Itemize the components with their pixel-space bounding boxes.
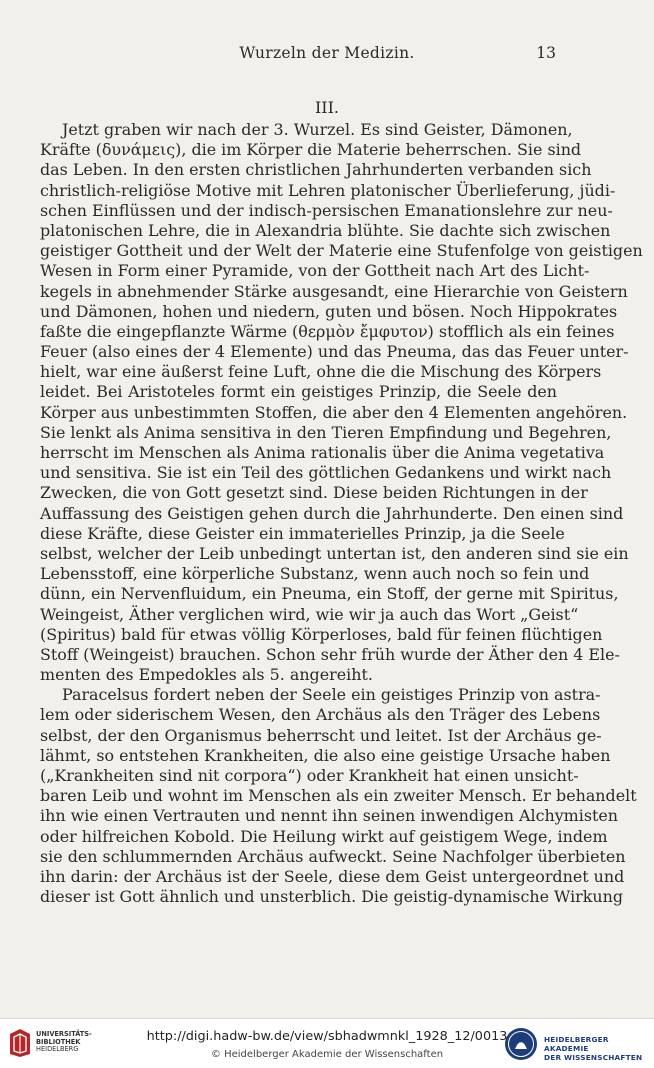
text-line: herrscht im Menschen als Anima rationalis über die Anima vegetativa: [40, 443, 605, 462]
permalink-url[interactable]: http://digi.hadw-bw.de/view/sbhadwmnkl_1928_12/0013: [146, 1029, 508, 1044]
text-line: dieser ist Gott ähnlich und unsterblich. Die geistig-dynamische Wirkung: [40, 887, 624, 907]
text-line: christlich-religiöse Motive mit Lehren platonischer Überlieferung, jüdi-: [40, 180, 616, 200]
page-number: 13: [536, 44, 556, 62]
text-line: hielt, war eine äußerst feine Luft, ohne die die Mischung des Körpers: [40, 362, 602, 382]
text-line: selbst, welcher der Leib unbedingt untertan ist, den anderen sind sie ein: [40, 543, 629, 563]
text-line: und sensitiva. Sie ist ein Teil des göttlichen Gedankens und wirkt nach: [40, 463, 612, 483]
text-line: Körper aus unbestimmten Stoffen, die aber den 4 Elementen angehören.: [40, 402, 628, 422]
text-line: Auffassung des Geistigen gehen durch die Jahrhunderte. Den einen sind: [40, 503, 624, 523]
text-line: und Dämonen, hohen und niedern, guten und bösen. Noch Hippokrates: [40, 301, 618, 321]
text-line: Wesen in Form einer Pyramide, von der Gottheit nach Art des Licht-: [40, 261, 590, 281]
text-line: ihn wie einen Vertrauten und nennt ihn seinen inwendigen Alchymisten: [40, 806, 619, 826]
text-line: selbst, der den Organismus beherrscht und leitet. Ist der Archäus ge-: [40, 725, 602, 745]
section-heading: III.: [314, 98, 340, 117]
text-line: (Spiritus) bald für etwas völlig Körperloses, bald für feinen flüchtigen: [40, 624, 603, 644]
text-line: Kräfte (δυνάμεις), die im Körper die Materie beherrschen. Sie sind: [40, 140, 582, 160]
university-library-label: UNIVERSITÄTS- BIBLIOTHEK HEIDELBERG: [36, 1030, 92, 1054]
text-line: sie den schlummernden Archäus aufweckt. Seine Nachfolger überbieten: [40, 846, 626, 866]
text-line: schen Einflüssen und der indisch-persischen Emanationslehre zur neu-: [40, 200, 613, 220]
text-line: geistiger Gottheit und der Welt der Materie eine Stufenfolge von geistigen: [40, 241, 643, 261]
text-line: Zwecken, die von Gott gesetzt sind. Diese beiden Richtungen in der: [40, 483, 588, 503]
academy-seal-icon: [504, 1027, 538, 1061]
text-line: menten des Empedokles als 5. angereiht.: [40, 665, 373, 685]
text-line: platonischen Lehre, die in Alexandria blühte. Sie dachte sich zwischen: [40, 220, 611, 240]
text-line: leidet. Bei Aristoteles formt ein geistiges Prinzip, die Seele den: [40, 382, 557, 402]
text-line: diese Kräfte, diese Geister ein immaterielles Prinzip, ja die Seele: [40, 523, 565, 543]
text-line: lem oder siderischem Wesen, den Archäus als den Träger des Lebens: [40, 705, 601, 725]
footer-bar: [0, 1018, 654, 1068]
text-line: Lebensstoff, eine körperliche Substanz, wenn auch noch so fein und: [40, 564, 590, 584]
text-line: dünn, ein Nervenfluidum, ein Pneuma, ein Stoff, der gerne mit Spiritus,: [40, 584, 619, 604]
text-line: Jetzt graben wir nach der 3. Wurzel. Es sind Geister, Dämonen,: [62, 120, 573, 139]
body-text: [40, 120, 643, 907]
text-line: Feuer (also eines der 4 Elemente) und das Pneuma, das das Feuer unter-: [40, 342, 629, 362]
running-header: [0, 44, 654, 66]
text-line: Sie lenkt als Anima sensitiva in den Tieren Empfindung und Begehren,: [40, 422, 612, 442]
running-title: Wurzeln der Medizin.: [239, 44, 415, 62]
text-line: das Leben. In den ersten christlichen Jahrhunderten verbanden sich: [40, 160, 592, 180]
text-line: („Krankheiten sind nit corpora“) oder Krankheit hat einen unsicht-: [40, 766, 579, 785]
text-line: lähmt, so entstehen Krankheiten, die also eine geistige Ursache haben: [40, 745, 611, 765]
text-line: kegels in abnehmender Stärke ausgesandt, eine Hierarchie von Geistern: [40, 281, 628, 301]
text-line: Weingeist, Äther verglichen wird, wie wir ja auch das Wort „Geist“: [40, 604, 579, 624]
copyright-notice: © Heidelberger Akademie der Wissenschaften: [210, 1049, 444, 1060]
text-line: oder hilfreichen Kobold. Die Heilung wirkt auf geistigem Wege, indem: [40, 826, 608, 846]
academy-label: HEIDELBERGER AKADEMIE DER WISSENSCHAFTEN: [544, 1035, 643, 1062]
text-line: faßte die eingepflanzte Wärme (θερμὸν ἔμφυτον) stofflich als ein feines: [40, 321, 615, 341]
text-line: ihn darin: der Archäus ist der Seele, diese dem Geist untergeordnet und: [40, 866, 625, 886]
text-line: Paracelsus fordert neben der Seele ein geistiges Prinzip von astra-: [62, 685, 601, 705]
text-line: Stoff (Weingeist) brauchen. Schon sehr früh wurde der Äther den 4 Ele-: [40, 644, 620, 664]
text-line: baren Leib und wohnt im Menschen als ein zweiter Mensch. Er behandelt: [40, 786, 637, 806]
